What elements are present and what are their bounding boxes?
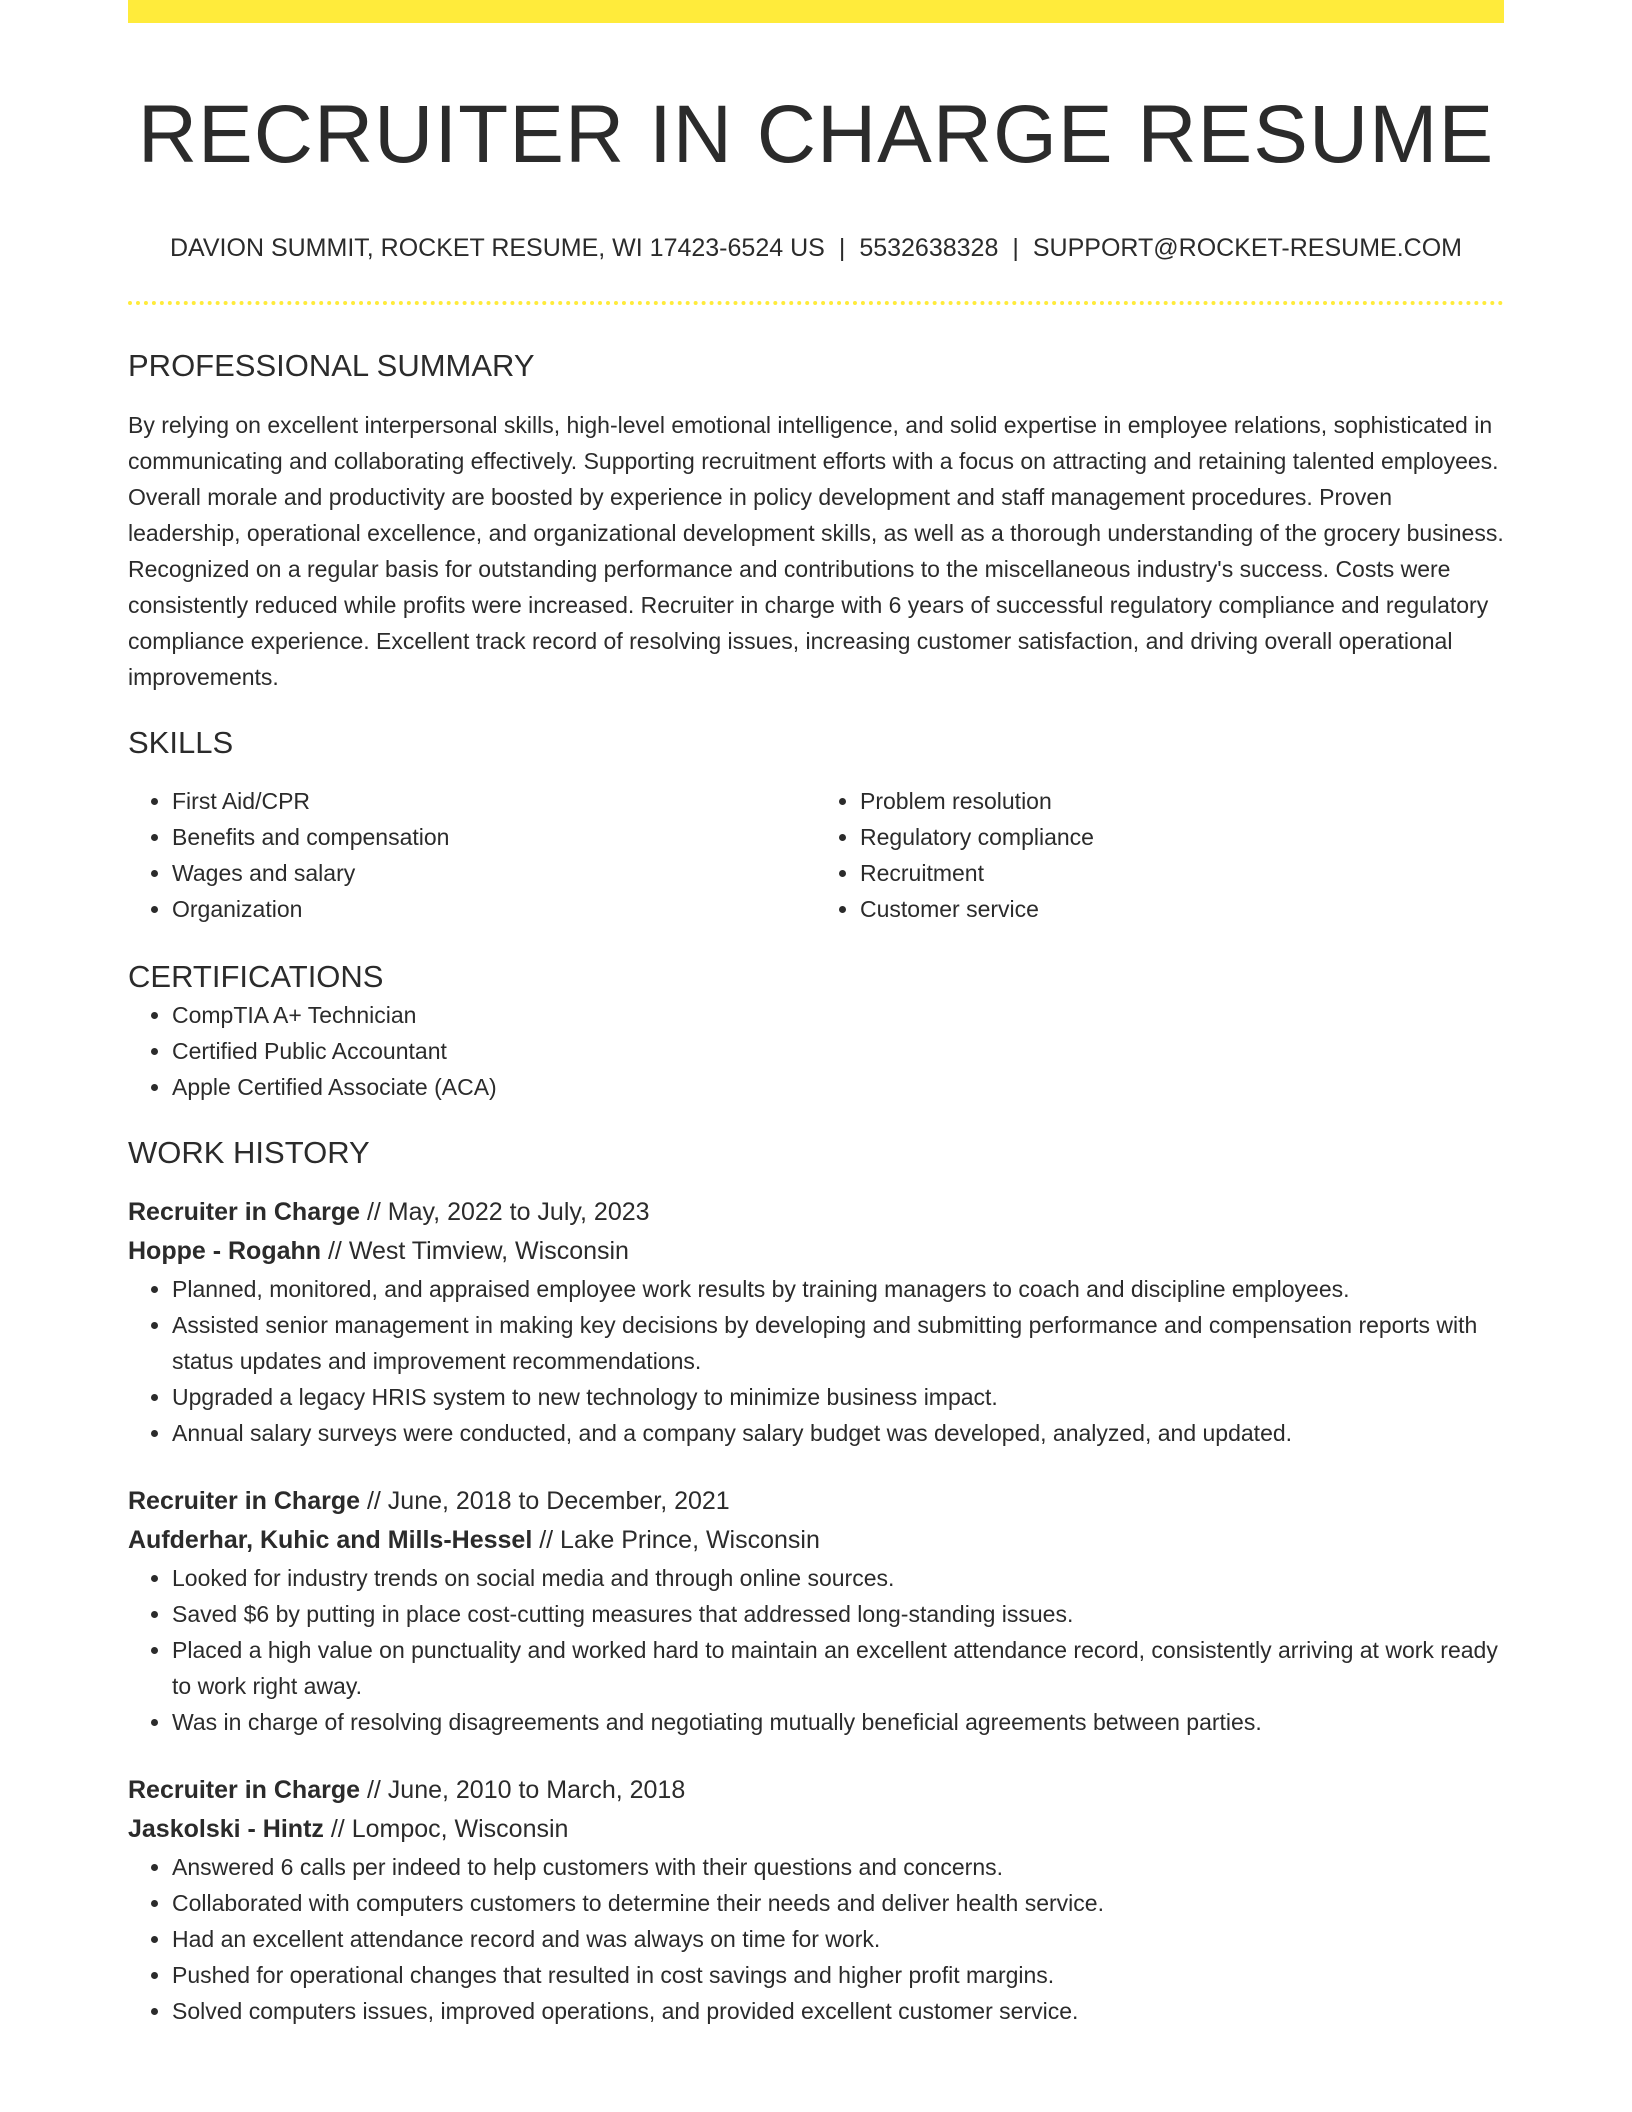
summary-heading: PROFESSIONAL SUMMARY: [128, 348, 535, 383]
top-accent-bar: [128, 0, 1504, 23]
job-bullet: • Pushed for operational changes that resulted in cost savings and higher profit margins.: [172, 1957, 1504, 1993]
job-entry: [128, 1482, 1504, 1740]
contact-email: SUPPORT@ROCKET-RESUME.COM: [1032, 234, 1462, 262]
job-bullet: • Was in charge of resolving disagreements and negotiating mutually beneficial agreements between parties.: [172, 1704, 1504, 1740]
certification-item: • Apple Certified Associate (ACA): [172, 1069, 1504, 1105]
job-location: // Lake Prince, Wisconsin: [532, 1526, 820, 1554]
job-bullet: • Assisted senior management in making key decisions by developing and submitting performance and compensation reports with status updates and improvement recommendations.: [172, 1307, 1504, 1379]
work-history-heading: WORK HISTORY: [128, 1135, 370, 1170]
job-bullet: • Collaborated with computers customers to determine their needs and deliver health service.: [172, 1885, 1504, 1921]
job-bullet: • Looked for industry trends on social media and through online sources.: [172, 1560, 1504, 1596]
skill-item: • Organization: [172, 891, 816, 927]
certifications-list: [128, 997, 1504, 1105]
job-title: Recruiter in Charge: [128, 1487, 361, 1515]
skill-item: • First Aid/CPR: [172, 783, 816, 819]
job-entry: [128, 1193, 1504, 1451]
skill-item: • Customer service: [860, 891, 1504, 927]
job-title: Recruiter in Charge: [128, 1776, 361, 1804]
resume-page: [128, 0, 1504, 2029]
job-bullet: • Placed a high value on punctuality and worked hard to maintain an excellent attendance record, consistently arriving at work ready to work right away.: [172, 1632, 1504, 1704]
job-company-line: [128, 1521, 1504, 1560]
job-company: Aufderhar, Kuhic and Mills-Hessel: [128, 1526, 533, 1554]
skill-item: • Benefits and compensation: [172, 819, 816, 855]
job-bullet: • Upgraded a legacy HRIS system to new technology to minimize business impact.: [172, 1379, 1504, 1415]
skill-item: • Problem resolution: [860, 783, 1504, 819]
job-bullets: [128, 1271, 1504, 1451]
job-company: Hoppe - Rogahn: [128, 1237, 322, 1265]
contact-address: DAVION SUMMIT, ROCKET RESUME, WI 17423-6524 US: [170, 234, 825, 262]
skill-item: • Regulatory compliance: [860, 819, 1504, 855]
job-bullet: • Annual salary surveys were conducted, and a company salary budget was developed, analyzed, and updated.: [172, 1415, 1504, 1451]
job-title-line: [128, 1771, 1504, 1810]
skills-column-right: [816, 783, 1504, 927]
job-bullet: • Answered 6 calls per indeed to help customers with their questions and concerns.: [172, 1849, 1504, 1885]
job-bullet: • Solved computers issues, improved operations, and provided excellent customer service.: [172, 1993, 1504, 2029]
job-bullets: [128, 1560, 1504, 1740]
job-location: // Lompoc, Wisconsin: [323, 1815, 569, 1843]
job-dates: // May, 2022 to July, 2023: [360, 1198, 650, 1226]
job-bullet: • Planned, monitored, and appraised employee work results by training managers to coach and discipline employees.: [172, 1271, 1504, 1307]
job-company-line: [128, 1810, 1504, 1849]
job-bullets: [128, 1849, 1504, 2029]
resume-title: RECRUITER IN CHARGE RESUME: [137, 89, 1495, 180]
job-company: Jaskolski - Hintz: [128, 1815, 324, 1843]
job-title-line: [128, 1482, 1504, 1521]
job-entry: [128, 1771, 1504, 2029]
contact-separator: |: [838, 234, 846, 262]
summary-text: By relying on excellent interpersonal skills, high-level emotional intelligence, and solid expertise in employee relations, sophisticated in communicating and collaborating effectively. Supporting recruitment efforts with a focus on attracting and retaining talented employees. Overall morale and productivity are boosted by experience in policy development and staff management procedures. Proven leadership, operational excellence, and organizational development skills, as well as a thorough understanding of the grocery business. Recognized on a regular basis for outstanding performance and contributions to the miscellaneous industry's success. Costs were consistently reduced while profits were increased. Recruiter in charge with 6 years of successful regulatory compliance and regulatory compliance experience. Excellent track record of resolving issues, increasing customer satisfaction, and driving overall operational improvements.: [128, 412, 1504, 690]
certification-item: • CompTIA A+ Technician: [172, 997, 1504, 1033]
skills-list: [128, 783, 1504, 927]
certifications-heading: CERTIFICATIONS: [128, 959, 384, 994]
skill-item: • Recruitment: [860, 855, 1504, 891]
job-dates: // June, 2018 to December, 2021: [360, 1487, 730, 1515]
job-company-line: [128, 1232, 1504, 1271]
contact-separator: |: [1012, 234, 1019, 262]
skills-column-left: [128, 783, 816, 927]
job-title: Recruiter in Charge: [128, 1198, 361, 1226]
job-location: // West Timview, Wisconsin: [321, 1237, 629, 1265]
certification-item: • Certified Public Accountant: [172, 1033, 1504, 1069]
job-title-line: [128, 1193, 1504, 1232]
contact-phone: 5532638328: [859, 234, 999, 262]
job-dates: // June, 2010 to March, 2018: [360, 1776, 686, 1804]
skills-heading: SKILLS: [128, 725, 234, 760]
job-bullet: • Saved $6 by putting in place cost-cutting measures that addressed long-standing issues.: [172, 1596, 1504, 1632]
dotted-divider: [128, 301, 1504, 305]
contact-line: [128, 232, 1504, 264]
job-bullet: • Had an excellent attendance record and was always on time for work.: [172, 1921, 1504, 1957]
skill-item: • Wages and salary: [172, 855, 816, 891]
